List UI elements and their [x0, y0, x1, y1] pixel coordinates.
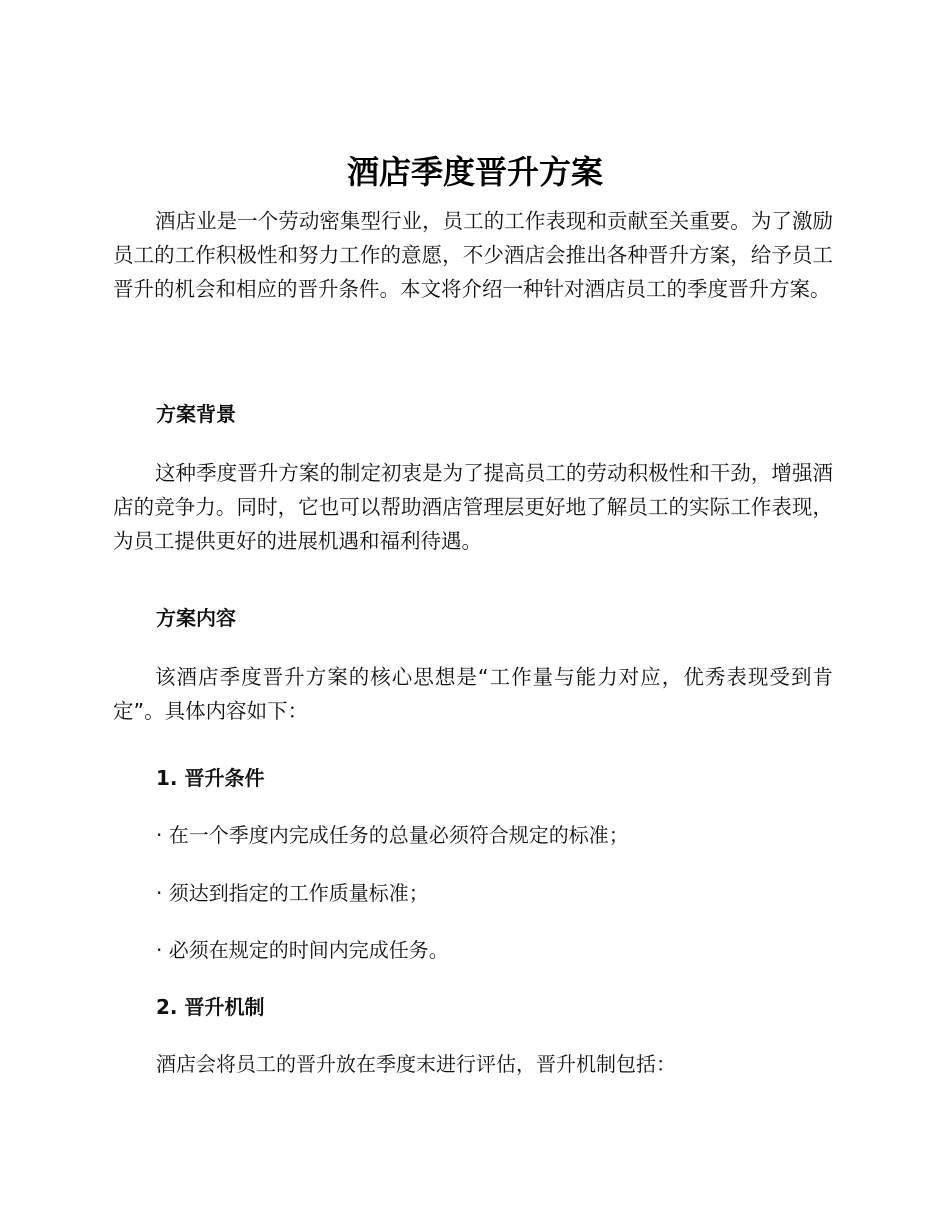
intro-paragraph: 酒店业是一个劳动密集型行业，员工的工作表现和贡献至关重要。为了激励员工的工作积极性和努力工作的意愿，不少酒店会推出各种晋升方案，给予员工晋升的机会和相应的晋升条件。本文将介绍一种针对酒店员工的季度晋升方案。 [113, 209, 833, 301]
section-heading-background: 方案背景 [156, 402, 236, 426]
mechanism-paragraph: 酒店会将员工的晋升放在季度末进行评估，晋升机制包括： [156, 1052, 676, 1076]
subsection-heading-conditions: 1. 晋升条件 [156, 766, 265, 790]
condition-item: · 须达到指定的工作质量标准； [156, 881, 429, 905]
condition-item: · 必须在规定的时间内完成任务。 [156, 938, 449, 962]
content-paragraph: 该酒店季度晋升方案的核心思想是“工作量与能力对应，优秀表现受到肯定”。具体内容如下： [113, 665, 833, 723]
condition-item: · 在一个季度内完成任务的总量必须符合规定的标准； [156, 823, 629, 847]
subsection-heading-mechanism: 2. 晋升机制 [156, 995, 265, 1019]
section-heading-content: 方案内容 [156, 606, 236, 630]
page-title: 酒店季度晋升方案 [346, 153, 603, 191]
background-paragraph: 这种季度晋升方案的制定初衷是为了提高员工的劳动积极性和干劲，增强酒店的竞争力。同时，它也可以帮助酒店管理层更好地了解员工的实际工作表现，为员工提供更好的进展机遇和福利待遇。 [113, 461, 833, 553]
